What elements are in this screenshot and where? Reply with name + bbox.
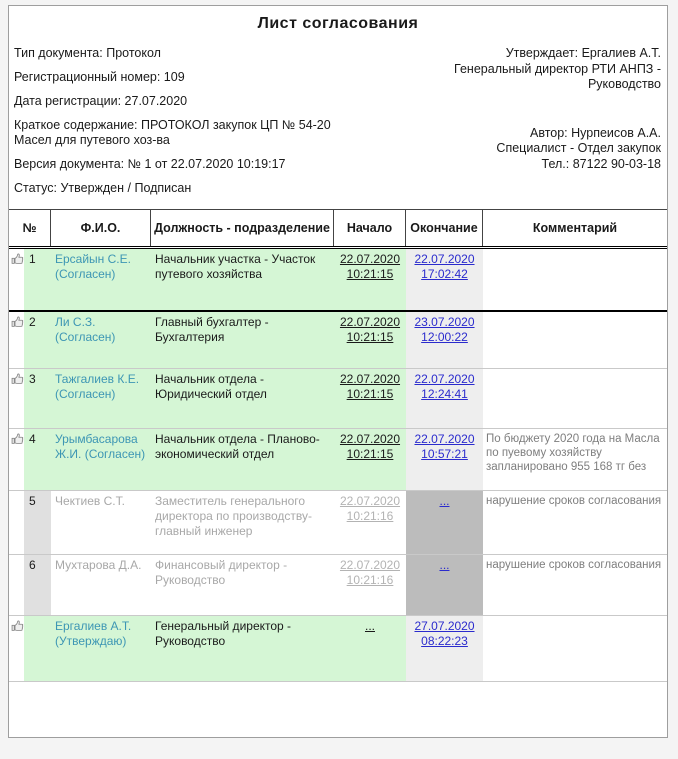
end-date-cell (406, 491, 483, 554)
column-header-num: № (9, 210, 51, 246)
approver-block (406, 46, 661, 93)
thumbs-up-icon (11, 432, 25, 446)
row-status-cell (9, 369, 24, 428)
end-date-link[interactable]: 23.07.2020 12:00:22 (414, 315, 475, 344)
approval-table (9, 209, 667, 682)
start-date-link[interactable]: 22.07.2020 10:21:15 (339, 372, 401, 401)
comment-cell (483, 249, 667, 310)
approver-name-link[interactable]: Тажгалиев К.Е. (Согласен) (51, 369, 151, 428)
end-date-cell (406, 312, 483, 368)
author-line: Тел.: 87122 90-03-18 (541, 156, 661, 171)
row-number (24, 616, 51, 681)
thumbs-up-icon (11, 252, 25, 266)
row-number: 4 (24, 429, 51, 490)
start-date-cell (334, 369, 406, 428)
thumbs-up-icon (11, 619, 25, 633)
approver-position: Начальник отдела - Планово-экономический отдел (151, 429, 334, 490)
start-date-link[interactable]: 22.07.2020 10:21:15 (339, 432, 401, 461)
row-number: 2 (24, 312, 51, 368)
approver-name-link[interactable]: Ерсайын С.Е. (Согласен) (51, 249, 151, 310)
doc-type-field: Тип документа: Протокол (14, 46, 161, 60)
doc-version-field: Версия документа: № 1 от 22.07.2020 10:19:17 (14, 157, 286, 171)
approver-name-link[interactable]: Ергалиев А.Т. (Утверждаю) (51, 616, 151, 681)
approval-row (9, 369, 667, 429)
comment-cell (483, 616, 667, 681)
document-info-left (14, 46, 366, 205)
column-header-comment: Комментарий (532, 220, 618, 235)
start-date-cell (334, 555, 406, 615)
row-status-cell (9, 555, 24, 615)
start-date-cell (334, 616, 406, 681)
start-date-text: 22.07.2020 10:21:16 (339, 494, 401, 523)
approver-position: Начальник отдела - Юридический отдел (151, 369, 334, 428)
approver-line: Руководство (587, 77, 661, 91)
approval-row (9, 249, 667, 312)
document-info-section (9, 33, 667, 205)
row-status-cell (9, 491, 24, 554)
row-status-cell (9, 249, 24, 310)
end-date-link[interactable]: 22.07.2020 10:57:21 (414, 432, 475, 461)
approval-row (9, 429, 667, 491)
row-number: 1 (24, 249, 51, 310)
page-title: Лист согласования (257, 15, 419, 32)
comment-cell (483, 312, 667, 368)
registration-number-field: Регистрационный номер: 109 (14, 70, 185, 84)
comment-cell: нарушение сроков согласования (486, 559, 662, 571)
row-number: 5 (24, 491, 51, 554)
summary-field: Краткое содержание: ПРОТОКОЛ закупок ЦП № 54-20 Масел для путевого хоз-ва (14, 118, 331, 147)
approver-position: Начальник участка - Участок путевого хозяйства (151, 249, 334, 310)
approval-row (9, 616, 667, 682)
start-date-ellipsis-link[interactable]: ... (364, 619, 375, 633)
approver-line: Генеральный директор РТИ АНПЗ - (454, 61, 661, 76)
approval-sheet-document (8, 5, 668, 738)
approval-row (9, 491, 667, 555)
approver-position: Главный бухгалтер - Бухгалтерия (151, 312, 334, 368)
comment-cell: По бюджету 2020 года на Масла по пуевому хозяйству запланировано 955 168 тг без (486, 433, 660, 473)
start-date-cell (334, 249, 406, 310)
approver-position: Заместитель генерального директора по производству-главный инженер (155, 494, 312, 538)
column-header-name: Ф.И.О. (51, 210, 151, 246)
approver-name-link[interactable]: Урымбасарова Ж.И. (Согласен) (51, 429, 151, 490)
row-number: 6 (24, 555, 51, 615)
comment-cell: нарушение сроков согласования (486, 495, 662, 507)
end-date-cell (406, 369, 483, 428)
row-status-cell (9, 616, 24, 681)
row-status-cell (9, 429, 24, 490)
end-date-cell (406, 429, 483, 490)
status-field: Статус: Утвержден / Подписан (14, 181, 192, 195)
row-status-cell (9, 312, 24, 368)
approver-name: Мухтарова Д.А. (55, 558, 142, 572)
end-date-cell (406, 616, 483, 681)
approval-table-header (9, 210, 667, 249)
end-date-link[interactable]: 22.07.2020 17:02:42 (414, 252, 475, 281)
author-block (406, 126, 661, 173)
start-date-cell (334, 491, 406, 554)
document-info-right (406, 46, 661, 205)
row-number: 3 (24, 369, 51, 428)
end-date-ellipsis-link[interactable]: ... (439, 494, 450, 508)
approval-row (9, 555, 667, 616)
approver-name-link[interactable]: Ли С.З. (Согласен) (51, 312, 151, 368)
thumbs-up-icon (11, 315, 25, 329)
start-date-link[interactable]: 22.07.2020 10:21:15 (339, 252, 401, 281)
thumbs-up-icon (11, 372, 25, 386)
author-line: Автор: Нурпеисов А.А. (529, 125, 661, 140)
approver-position: Генеральный директор - Руководство (151, 616, 334, 681)
approver-line: Утверждает: Ергалиев А.Т. (505, 46, 661, 60)
end-date-link[interactable]: 27.07.2020 08:22:23 (414, 619, 475, 648)
registration-date-field: Дата регистрации: 27.07.2020 (14, 94, 188, 108)
column-header-end: Окончание (406, 210, 483, 246)
start-date-cell (334, 312, 406, 368)
comment-cell (483, 369, 667, 428)
start-date-cell (334, 429, 406, 490)
end-date-ellipsis-link[interactable]: ... (439, 558, 450, 572)
approval-row (9, 312, 667, 369)
end-date-link[interactable]: 22.07.2020 12:24:41 (414, 372, 475, 401)
column-header-position: Должность - подразделение (151, 210, 334, 246)
author-line: Специалист - Отдел закупок (496, 141, 661, 155)
end-date-cell (406, 555, 483, 615)
end-date-cell (406, 249, 483, 310)
start-date-link[interactable]: 22.07.2020 10:21:15 (339, 315, 401, 344)
approver-name: Чектиев С.Т. (55, 494, 125, 508)
column-header-start: Начало (334, 210, 406, 246)
approver-position: Финансовый директор - Руководство (155, 558, 288, 587)
start-date-text: 22.07.2020 10:21:16 (339, 558, 401, 587)
